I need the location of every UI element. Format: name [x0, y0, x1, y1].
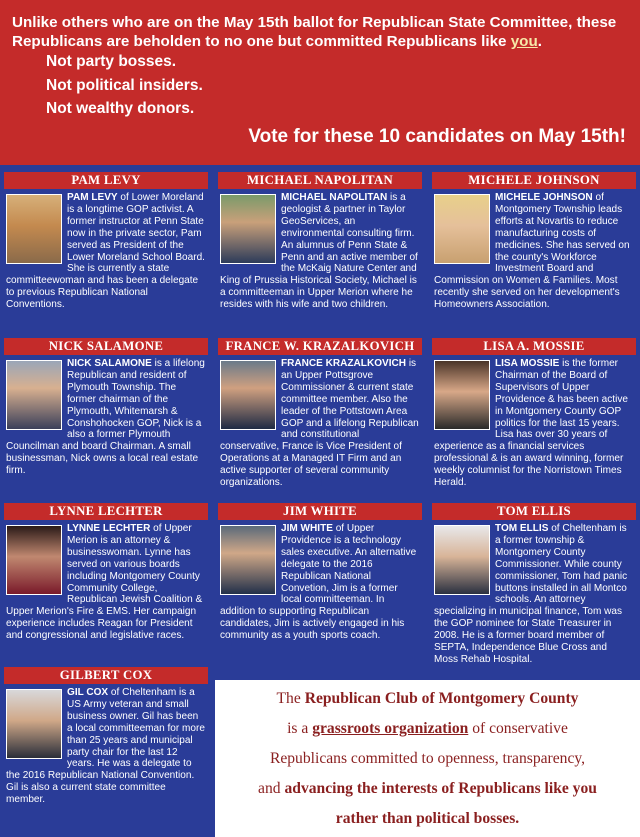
candidate-bio-name: FRANCE KRAZALKOVICH [281, 358, 407, 369]
candidate-photo [434, 194, 490, 264]
candidate-name-header: JIM WHITE [218, 503, 422, 520]
bullet-wealthy-donors: Not wealthy donors. [46, 100, 195, 117]
candidate-bio-text: of Cheltenham is a former township & Montgomery County Commissioner. While county commissioner, Tom had panic buttons installed in all Montco schools. An attorney specializing in municipal finance, Tom was the GOP nominee for State Treasurer in 2008. He is a former board member of SEPTA, Independence Blue Cross and Moss Rehab Hospital. [434, 523, 628, 665]
candidate-name-header: NICK SALAMONE [4, 338, 208, 355]
candidate-name-header: MICHELE JOHNSON [432, 172, 636, 189]
candidate-bio-text: is an Upper Pottsgrove Commissioner & current state committee member. Also the leader of the Pottstown Area GOP and a lifelong Republican and constitutional conservative, France is Vice President of Operations at a Managed IT Firm and an active supporter of several community organizations. [220, 358, 419, 489]
candidate-bio-name: LYNNE LECHTER [67, 523, 151, 534]
candidate-name-header: FRANCE W. KRAZALKOVICH [218, 338, 422, 355]
intro-you: you [510, 33, 538, 50]
candidate-card-pam-levy [4, 172, 208, 311]
candidate-card-lisa-mossie [432, 338, 636, 489]
club-line-1 [215, 680, 640, 714]
club-line-4-lead: and [258, 780, 285, 797]
club-line-2-end: of conservative [468, 720, 568, 737]
candidate-card-jim-white [218, 503, 422, 642]
candidate-bio-text: of Upper Providence is a technology sales executive. An alternative delegate to the 2016 Republican National Convetion, Jim is a former local committeeman. In addition to supporting Republican candidates, Jim is actively engaged in his community as a youth sports coach. [220, 523, 417, 642]
intro-text-lead: Unlike others who are on the May 15th ballot for Republican State Committee, these Republicans are beholden to no one but committed Republicans like [12, 14, 617, 50]
club-line-2 [215, 714, 640, 744]
club-grassroots: grassroots organization [312, 720, 469, 737]
candidate-photo [6, 194, 62, 264]
candidate-bio-name: LISA MOSSIE [495, 358, 560, 369]
candidate-bio-text: of Cheltenham is a US Army veteran and small business owner. Gil has been a local committeeman for more than 25 years and municipal party chair for the last 12 years. He was a delegate to the 2016 Republican National Convention. Gil is also a current state committee member. [6, 687, 205, 806]
candidate-card-tom-ellis [432, 503, 636, 666]
candidate-name-header: LISA A. MOSSIE [432, 338, 636, 355]
club-line-4 [215, 774, 640, 804]
bullet-party-bosses: Not party bosses. [46, 53, 177, 70]
candidate-name-header: MICHAEL NAPOLITAN [218, 172, 422, 189]
vote-headline: Vote for these 10 candidates on May 15th! [248, 126, 626, 147]
club-statement [215, 680, 640, 837]
bullet-political-insiders: Not political insiders. [46, 77, 203, 94]
club-line-2-lead: is a [287, 720, 313, 737]
candidate-bio-name: TOM ELLIS [495, 523, 549, 534]
candidate-bio-name: MICHAEL NAPOLITAN [281, 192, 388, 203]
club-name: Republican Club of Montgomery County [304, 690, 579, 707]
candidate-photo [220, 525, 276, 595]
candidate-bio-name: MICHELE JOHNSON [495, 192, 593, 203]
candidate-bio-text: is a lifelong Republican and resident of Plymouth Township. The former chairman of the Plymouth, Whitemarsh & Conshohocken GOP, Nick is a also a former Plymouth Councilman and board Chairman. A small businessman, Nick owns a local real estate firm. [6, 358, 205, 477]
club-line-3: Republicans committed to openness, transparency, [269, 750, 586, 767]
club-advancing: advancing the interests of Republicans like you [284, 780, 597, 797]
candidate-card-lynne-lechter [4, 503, 208, 642]
candidate-photo [220, 194, 276, 264]
candidate-name-header: PAM LEVY [4, 172, 208, 189]
candidate-bio-text: of Lower Moreland is a longtime GOP activist. A former instructor at Penn State now in the private sector, Pam served as President of the Lower Moreland School Board. She is currently a state committeewoman and has been a delegate to previous Republican National Conventions. [6, 192, 205, 311]
club-line-1-lead: The [276, 690, 305, 707]
candidate-bio-name: GIL COX [67, 687, 109, 698]
candidate-photo [6, 689, 62, 759]
club-line-5 [215, 804, 640, 834]
candidate-name-header: TOM ELLIS [432, 503, 636, 520]
intro-text [12, 13, 632, 51]
candidate-card-nick-salamone [4, 338, 208, 477]
candidate-photo [434, 525, 490, 595]
candidate-card-france-krazalkovich [218, 338, 422, 489]
candidate-photo [6, 360, 62, 430]
candidate-bio-text: of Montgomery Township leads efforts at Novartis to reduce manufacturing costs of medicines. She has served on the county's Workforce Investment Board and Commission on Women & Families. Most recently she served on her development's Homeowners Association. [434, 192, 630, 311]
candidate-card-michael-napolitan [218, 172, 422, 311]
candidate-bio-name: JIM WHITE [281, 523, 333, 534]
candidate-bio-text: of Upper Merion is an attorney & businesswoman. Lynne has served on various boards including Montgomery County Community College, Republican Jewish Coalition & Upper Merion's Fire & EMS. Her campaign experience includes Reagan for President and congressional and legislative races. [6, 523, 203, 642]
candidate-card-michele-johnson [432, 172, 636, 311]
candidate-photo [6, 525, 62, 595]
candidate-name-header: GILBERT COX [4, 667, 208, 684]
candidate-bio-name: PAM LEVY [67, 192, 118, 203]
candidate-photo [434, 360, 490, 430]
candidate-name-header: LYNNE LECHTER [4, 503, 208, 520]
candidate-photo [220, 360, 276, 430]
intro-text-end: . [537, 33, 542, 50]
candidate-card-gilbert-cox [4, 667, 208, 806]
club-bosses: rather than political bosses. [335, 810, 520, 827]
candidate-bio-name: NICK SALAMONE [67, 358, 152, 369]
candidate-bio-text: is the former Chairman of the Board of Supervisors of Upper Providence & has been active in Montgomery County GOP politics for the last 15 years. Lisa has over 30 years of experience as a financial services professional & is an award winning, former weekly columnist for the Norristown Times Herald. [434, 358, 628, 489]
top-banner [0, 0, 640, 165]
candidate-bio-text: is a geologist & partner in Taylor GeoServices, an environmental consulting firm. An alumnus of Penn State & Penn and an active member of the McKaig Nature Center and King of Prussia Historical Society, Michael is a committeeman in Upper Merion where he resides with his wife and two children. [220, 192, 418, 311]
